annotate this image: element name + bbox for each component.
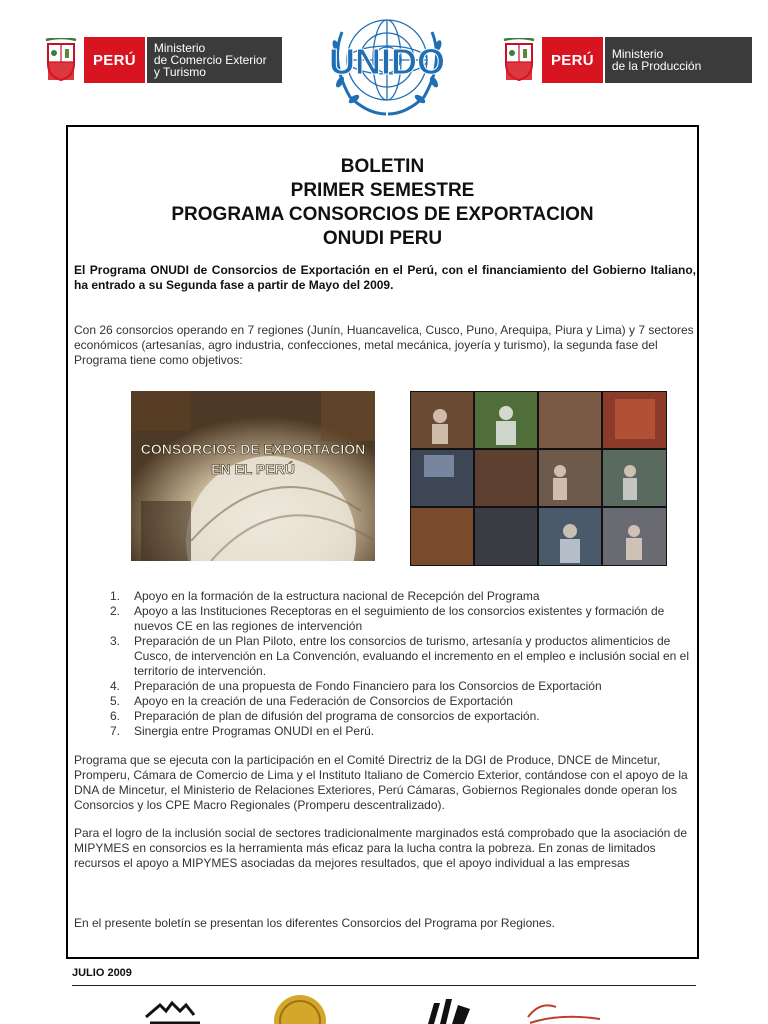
context-paragraph: Con 26 consorcios operando en 7 regiones (Junín, Huancavelica, Cusco, Puno, Arequipa, Piura y Lima) y 7 sectores económicos (artesanías, agro industria, confecciones, metal mecánica, joyería y turismo), la segunda fase del Programa tiene como objetivos: [74, 323, 694, 367]
list-number: 5. [109, 694, 120, 708]
ministry-line: Ministerio [153, 41, 206, 55]
list-number: 6. [109, 709, 120, 723]
footer-date: JULIO 2009 [72, 967, 132, 979]
list-text: Preparación de una propuesta de Fondo Financiero para los Consorcios de Exportación [134, 679, 602, 693]
bars-logo-icon [428, 999, 470, 1024]
ministry-name [603, 37, 752, 83]
ministry-line: de Comercio Exterior [153, 53, 267, 67]
list-item [82, 589, 692, 604]
list-number: 7. [109, 724, 120, 738]
bulletin-box [66, 125, 699, 959]
ministry-line: de la Producción [611, 59, 702, 73]
list-number: 2. [109, 604, 120, 618]
peru-coat-of-arms-icon [502, 38, 536, 82]
peru-brand-label: PERÚ [84, 37, 145, 83]
list-item [82, 604, 692, 634]
list-item [82, 709, 692, 724]
inclusion-paragraph: Para el logro de la inclusión social de sectores tradicionalmente marginados está comprobado que la asociación de MIPYMES en consorcios es la herramienta más eficaz para la lucha contra la pobreza. En zonas de limitados recursos el apoyo a MIPYMES asociadas da mejores resultados, que el apoyo individual a las empresas [74, 826, 688, 870]
peru-coat-of-arms-icon [44, 38, 78, 82]
handshake-logo-icon [146, 1003, 200, 1023]
objectives-list [82, 589, 692, 739]
title-line: PRIMER SEMESTRE [290, 180, 475, 201]
list-item [82, 694, 692, 709]
ministry-name [145, 37, 282, 83]
activity-photo-collage [410, 391, 667, 566]
partner-logos-strip [0, 995, 768, 1024]
title-line: ONUDI PERU [322, 228, 443, 249]
title-line: BOLETIN [340, 156, 425, 177]
list-item [82, 679, 692, 694]
mincetur-logo [44, 37, 282, 83]
peru-brand-label: PERÚ [542, 37, 603, 83]
list-text: Apoyo a las Instituciones Receptoras en el seguimiento de los consorcios existentes y formación de nuevos CE en las regiones de intervención [134, 604, 665, 633]
gold-seal-icon [274, 995, 326, 1024]
list-number: 1. [109, 589, 120, 603]
list-item [82, 634, 692, 679]
title-line: PROGRAMA CONSORCIOS DE EXPORTACION [171, 204, 594, 225]
unido-wordmark: UNIDO [329, 41, 445, 82]
list-text: Apoyo en la formación de la estructura nacional de Recepción del Programa [134, 589, 540, 603]
red-swirl-logo-icon [528, 1005, 600, 1023]
closing-paragraph: En el presente boletín se presentan los diferentes Consorcios del Programa por Regiones. [74, 916, 555, 930]
list-text: Sinergia entre Programas ONUDI en el Perú. [134, 724, 375, 738]
footer-divider [72, 985, 696, 986]
promo-caption-line: CONSORCIOS DE EXPORTACIÓN [140, 441, 366, 457]
ministry-line: y Turismo [153, 65, 206, 79]
list-number: 3. [109, 634, 120, 648]
list-number: 4. [109, 679, 120, 693]
participants-paragraph: Programa que se ejecuta con la participación en el Comité Directriz de la DGI de Produce, DNCE de Mincetur, Promperu, Cámara de Comercio de Lima y el Instituto Italiano de Comercio Exterior, contándose con el apoyo de la DNA de Mincetur, el Ministerio de Relaciones Exteriores, Perú Cámaras, Gobiernos Regionales donde operan los Consorcios y los CPE Macro Regionales (Promperu descentralizado). [74, 753, 688, 812]
list-item [82, 724, 692, 739]
list-text: Preparación de plan de difusión del programa de consorcios de exportación. [134, 709, 540, 723]
list-text: Preparación de un Plan Piloto, entre los consorcios de turismo, artesanía y productos alimenticios de Cusco, de intervención en La Convención, evaluando el incremento en el empleo e inclusión social en el territorio de intervención. [134, 634, 690, 678]
produce-logo [502, 37, 752, 83]
ministry-line: Ministerio [611, 47, 664, 61]
bulletin-title [68, 155, 697, 251]
consorcios-promo-image [131, 391, 375, 561]
promo-caption-line: EN EL PERÚ [211, 461, 295, 477]
intro-paragraph: El Programa ONUDI de Consorcios de Exportación en el Perú, con el financiamiento del Gobierno Italiano, ha entrado a su Segunda fase a partir de Mayo del 2009. [74, 263, 696, 292]
list-text: Apoyo en la creación de una Federación de Consorcios de Exportación [134, 694, 513, 708]
unido-logo [320, 2, 454, 122]
